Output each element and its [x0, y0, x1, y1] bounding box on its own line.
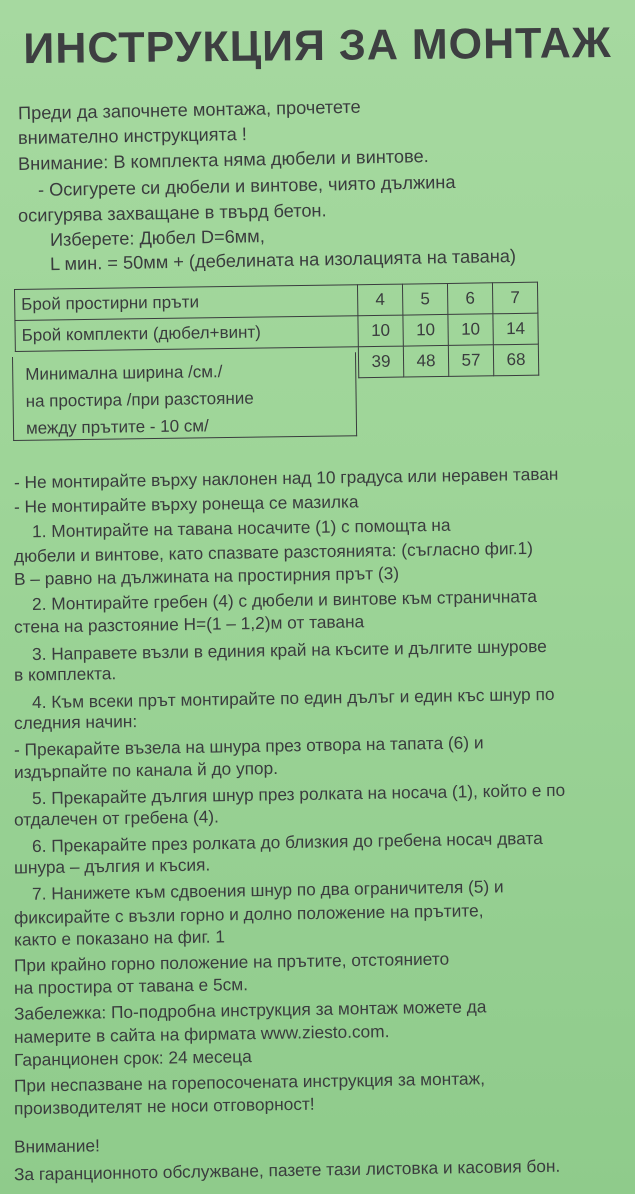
body-line: При крайно горно положение на прътите, отстоянието: [13, 948, 450, 976]
body-line: 7. Нанижете към сдвоения шнур по два ограничителя (5) и: [31, 876, 504, 904]
intro-line: L мин. = 50мм + (дебелината на изолацията на тавана): [49, 245, 517, 275]
intro-line: Внимание: В комплекта няма дюбели и винтове.: [17, 146, 429, 174]
body-line: на простира от тавана е 5см.: [13, 974, 249, 998]
body-line: - Не монтирайте върху наклонен над 10 градуса или неравен таван: [13, 463, 559, 493]
body-line: дюбели и винтове, като спазвате разстоянията: (съгласно фиг.1): [13, 537, 534, 567]
intro-line: осигурява захващане в твърд бетон.: [17, 200, 327, 226]
body-line: 4. Към всеки прът монтирайте по един дълъг и един къс шнур по: [31, 683, 555, 713]
body-line: 6. Прекарайте през ролката до близкия до гребена носач двата: [31, 827, 543, 857]
body-line: производителят не носи отговорност!: [13, 1093, 315, 1119]
body-line: - Не монтирайте върху ронеща се мазилка: [13, 491, 359, 517]
body-line: 5. Прекарайте дългия шнур през ролката на носача (1), който е по: [31, 779, 566, 809]
intro-line: Преди да започнете монтажа, прочетете: [17, 96, 361, 124]
body-line: 1. Монтирайте на тавана носачите (1) с помощта на: [31, 514, 451, 542]
intro-line: внимателно инструкцията !: [17, 124, 248, 148]
body-line: шнура – дългия и късия.: [13, 854, 211, 878]
table-cell-label-line: между прътите - 10 см/: [25, 416, 209, 438]
table-cell: 5: [402, 283, 447, 315]
table-cell-label: Брой простирни пръти: [15, 285, 358, 321]
body-line: 3. Направете възли в единия край на късите и дългите шнурове: [31, 635, 547, 665]
body-line: 2. Монтирайте гребен (4) с дюбели и винтове към страничната: [31, 586, 538, 614]
table-cell: 4: [357, 284, 402, 316]
table-cell: 7: [492, 282, 537, 314]
table-cell: 10: [448, 314, 493, 346]
body-line: отдалечен от гребена (4).: [13, 806, 219, 830]
table-cell: 39: [358, 346, 403, 378]
table-cell: 6: [447, 283, 492, 315]
body-line: При неспазване на горепосочената инструкция за монтаж,: [13, 1068, 486, 1096]
table-cell-label-line: Минимална ширина /см./: [25, 362, 223, 384]
table-cell: 10: [358, 315, 403, 347]
footer-warning-text: За гаранционното обслужване, пазете тази листовка и касовия бон.: [13, 1155, 561, 1185]
table-cell-label-line: на простира /при разстояние: [25, 388, 254, 411]
intro-line: Изберете: Дюбел D=6мм,: [49, 226, 265, 250]
table-cell: 14: [493, 313, 538, 345]
body-line: издърпайте по канала й до упор.: [13, 757, 279, 783]
body-line: следния начин:: [13, 711, 138, 733]
body-line: Гаранционен срок: 24 месеца: [13, 1046, 252, 1070]
body-line: В – равно на дължината на простирния прът (3): [13, 562, 400, 590]
intro-line: - Осигурете си дюбели и винтове, чиято дължина: [37, 171, 456, 201]
body-line: фиксирайте с възли горно и долно положение на прътите,: [13, 900, 484, 928]
min-width-label-box: [12, 352, 357, 441]
table-cell: 68: [493, 344, 538, 376]
table-cell: 57: [448, 345, 493, 377]
footer-warning-title: Внимание!: [13, 1135, 100, 1157]
table-cell: 48: [403, 345, 448, 377]
body-line: в комплекта.: [13, 663, 117, 685]
body-line: намерите в сайта на фирмата www.ziesto.com.: [13, 1021, 390, 1047]
body-line: - Прекарайте възела на шнура през отвора на тапата (6) и: [13, 732, 484, 760]
page-title: ИНСТРУКЦИЯ ЗА МОНТАЖ: [23, 18, 612, 74]
table-cell-label: Брой комплекти (дюбел+винт): [15, 316, 358, 352]
table-cell: 10: [403, 314, 448, 346]
body-line: стена на разстояние H=(1 – 1,2)м от тавана: [13, 611, 365, 637]
body-line: както е показано на фиг. 1: [13, 926, 226, 950]
body-line: Забележка: По-подробна инструкция за монтаж можете да: [13, 996, 487, 1024]
